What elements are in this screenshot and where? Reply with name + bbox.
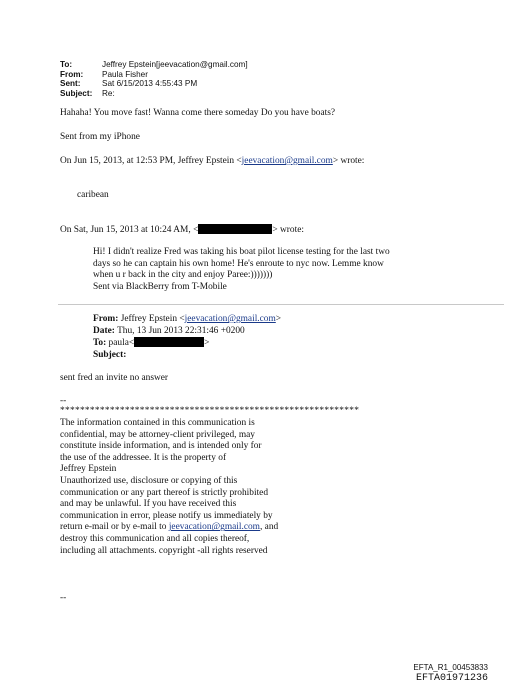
quote-header-2: [60, 224, 304, 237]
quote1-prefix: On Jun 15, 2013, at 12:53 PM, Jeffrey Epstein <: [60, 156, 242, 166]
bates-number-2: EFTA01971236: [415, 673, 488, 684]
fwd-to-close: >: [204, 338, 210, 349]
quoted-line: days so he can captain his own home! He's enroute to nyc now. Lemme know: [93, 258, 384, 269]
invite-text: sent fred an invite no answer: [60, 373, 169, 383]
fwd-to-label: To:: [93, 338, 107, 349]
quoted-line: Sent via BlackBerry from T-Mobile: [93, 281, 227, 292]
to-value: Jeffrey Epstein[jeevacation@gmail.com]: [102, 60, 248, 69]
asterisk-line: ************************************************************: [60, 406, 360, 416]
quoted-line: when u r back in the city and enjoy Paree:))))))): [93, 270, 273, 281]
redaction-block: [134, 337, 204, 347]
divider: [58, 304, 504, 305]
fwd-date-label: Date:: [93, 325, 115, 336]
reply-text: Hahaha! You move fast! Wanna come there someday Do you have boats?: [60, 108, 336, 118]
disclaimer-line: communication or any part thereof is strictly prohibited: [60, 487, 269, 498]
disclaimer-line: communication in error, please notify us immediately by: [60, 510, 273, 521]
sent-value: Sat 6/15/2013 4:55:43 PM: [102, 79, 198, 89]
disclaimer-text: , and: [259, 522, 279, 533]
end-dashes: --: [60, 593, 67, 603]
redaction-block: [198, 224, 272, 234]
disclaimer-line: constitute inside information, and is intended only for: [60, 441, 262, 452]
disclaimer-line: including all attachments. copyright -all rights reserved: [60, 545, 268, 556]
quote2-prefix: On Sat, Jun 15, 2013 at 10:24 AM, <: [60, 225, 199, 235]
disclaimer-line: Jeffrey Epstein: [60, 464, 117, 475]
disclaimer-text: return e-mail or by e-mail to: [60, 522, 169, 533]
disclaimer-line: destroy this communication and all copies thereof,: [60, 533, 250, 544]
fwd-from-value: Jeffrey Epstein <: [120, 314, 185, 324]
fwd-from-email-link[interactable]: jeevacation@gmail.com: [184, 314, 276, 324]
from-value: Paula Fisher: [102, 69, 148, 79]
fwd-from-label: From:: [93, 314, 119, 324]
quoted-message: [93, 247, 390, 293]
disclaimer-line: and may be unlawful. If you have received this: [60, 499, 237, 510]
from-label: From:: [60, 69, 84, 79]
disclaimer-line: confidential, may be attorney-client privileged, may: [60, 429, 255, 440]
quoted-line: Hi! I didn't realize Fred was taking his boat pilot license testing for the last two: [93, 247, 390, 257]
reply-caribean: caribean: [77, 190, 109, 200]
bates-number-1: EFTA_R1_00453833: [413, 663, 488, 672]
fwd-date-value: Thu, 13 Jun 2013 22:31:46 +0200: [117, 325, 245, 336]
fwd-to-value: paula<: [108, 338, 135, 349]
signature-iphone: Sent from my iPhone: [60, 132, 140, 142]
disclaimer-line: Unauthorized use, disclosure or copying of this: [60, 475, 238, 486]
to-label: To:: [60, 60, 73, 69]
fwd-subject-label: Subject:: [93, 349, 127, 360]
disclaimer-line: [60, 522, 300, 534]
quote1-suffix: > wrote:: [332, 156, 365, 166]
email-header: [60, 60, 248, 98]
quote1-email-link[interactable]: jeevacation@gmail.com: [241, 156, 333, 166]
disclaimer-line: the use of the addressee. It is the property of: [60, 452, 227, 463]
disclaimer-email-link[interactable]: jeevacation@gmail.com: [168, 522, 260, 533]
subject-label: Subject:: [60, 88, 93, 98]
disclaimer-line: The information contained in this communication is: [60, 418, 255, 428]
subject-value: Re:: [102, 88, 115, 98]
quote2-suffix: > wrote:: [272, 225, 304, 235]
quote-header-1: [60, 156, 364, 168]
sent-label: Sent:: [60, 79, 81, 89]
forward-header: [93, 314, 281, 361]
disclaimer: [60, 418, 300, 557]
separator-dashes: --: [60, 396, 67, 406]
fwd-from-close: >: [275, 314, 282, 324]
